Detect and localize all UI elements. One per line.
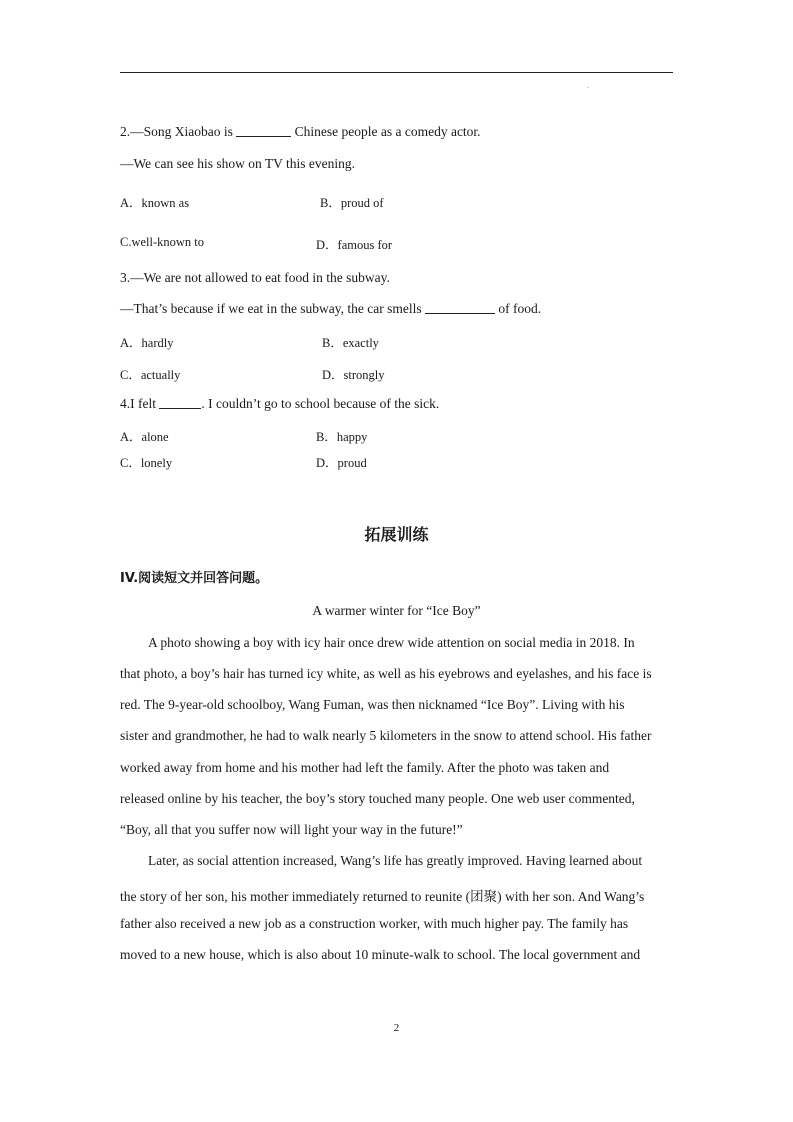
- header-rule: [120, 72, 673, 73]
- option-a: A．alone: [120, 430, 169, 444]
- passage-line: the story of her son, his mother immediately returned to reunite (团聚) with her son. And Wang’s: [120, 889, 645, 904]
- passage-line: A photo showing a boy with icy hair once drew wide attention on social media in 2018. In: [148, 635, 635, 650]
- question-3-line-2: [120, 301, 541, 317]
- question-2-line-1: [120, 124, 481, 140]
- section-title: 拓展训练: [364, 525, 429, 544]
- passage-title: A warmer winter for “Ice Boy”: [312, 603, 481, 618]
- header-mark: ·: [587, 84, 590, 92]
- passage-line: that photo, a boy’s hair has turned icy white, as well as his eyebrows and eyelashes, and his face is: [120, 666, 652, 681]
- section-subtitle: IV.阅读短文并回答问题。: [120, 571, 269, 586]
- passage-line: sister and grandmother, he had to walk nearly 5 kilometers in the snow to attend school. His father: [120, 728, 652, 743]
- passage-line: father also received a new job as a construction worker, with much higher pay. The family has: [120, 916, 629, 931]
- option-b: B．happy: [316, 430, 368, 444]
- question-3-text-post: of food.: [495, 301, 542, 316]
- answer-blank: [159, 396, 201, 409]
- passage-line: red. The 9-year-old schoolboy, Wang Fuman, was then nicknamed “Ice Boy”. Living with his: [120, 697, 625, 712]
- question-2-text-pre: 2.—Song Xiaobao is: [120, 124, 237, 139]
- option-a: A．hardly: [120, 336, 174, 350]
- question-2-text-post: Chinese people as a comedy actor.: [291, 124, 481, 139]
- option-d: D．strongly: [322, 368, 385, 382]
- option-d: D．famous for: [316, 238, 393, 252]
- option-b: B．exactly: [322, 336, 379, 350]
- page-number: 2: [393, 1022, 400, 1034]
- option-c: C．actually: [120, 368, 181, 382]
- passage-line: “Boy, all that you suffer now will light your way in the future!”: [120, 822, 463, 837]
- option-c: C．lonely: [120, 456, 173, 470]
- passage-line: moved to a new house, which is also about 10 minute-walk to school. The local government and: [120, 947, 641, 962]
- passage-line: released online by his teacher, the boy’s story touched many people. One web user commented,: [120, 791, 635, 806]
- question-4-line-1: [120, 396, 439, 412]
- option-b: B．proud of: [320, 196, 384, 210]
- question-3-text-pre: —That’s because if we eat in the subway, the car smells: [120, 301, 426, 316]
- question-4-text-pre: 4.I felt: [120, 396, 160, 411]
- passage-line: Later, as social attention increased, Wang’s life has greatly improved. Having learned about: [148, 853, 643, 868]
- question-2-line-2: —We can see his show on TV this evening.: [120, 156, 356, 171]
- answer-blank: [425, 301, 495, 314]
- answer-blank: [236, 124, 291, 137]
- question-4-text-post: . I couldn’t go to school because of the sick.: [201, 396, 440, 411]
- question-3-line-1: 3.—We are not allowed to eat food in the subway.: [120, 270, 390, 285]
- option-a: A．known as: [120, 196, 190, 210]
- option-d: D．proud: [316, 456, 367, 470]
- passage-line: worked away from home and his mother had left the family. After the photo was taken and: [120, 760, 610, 775]
- option-c: C.well-known to: [120, 235, 205, 249]
